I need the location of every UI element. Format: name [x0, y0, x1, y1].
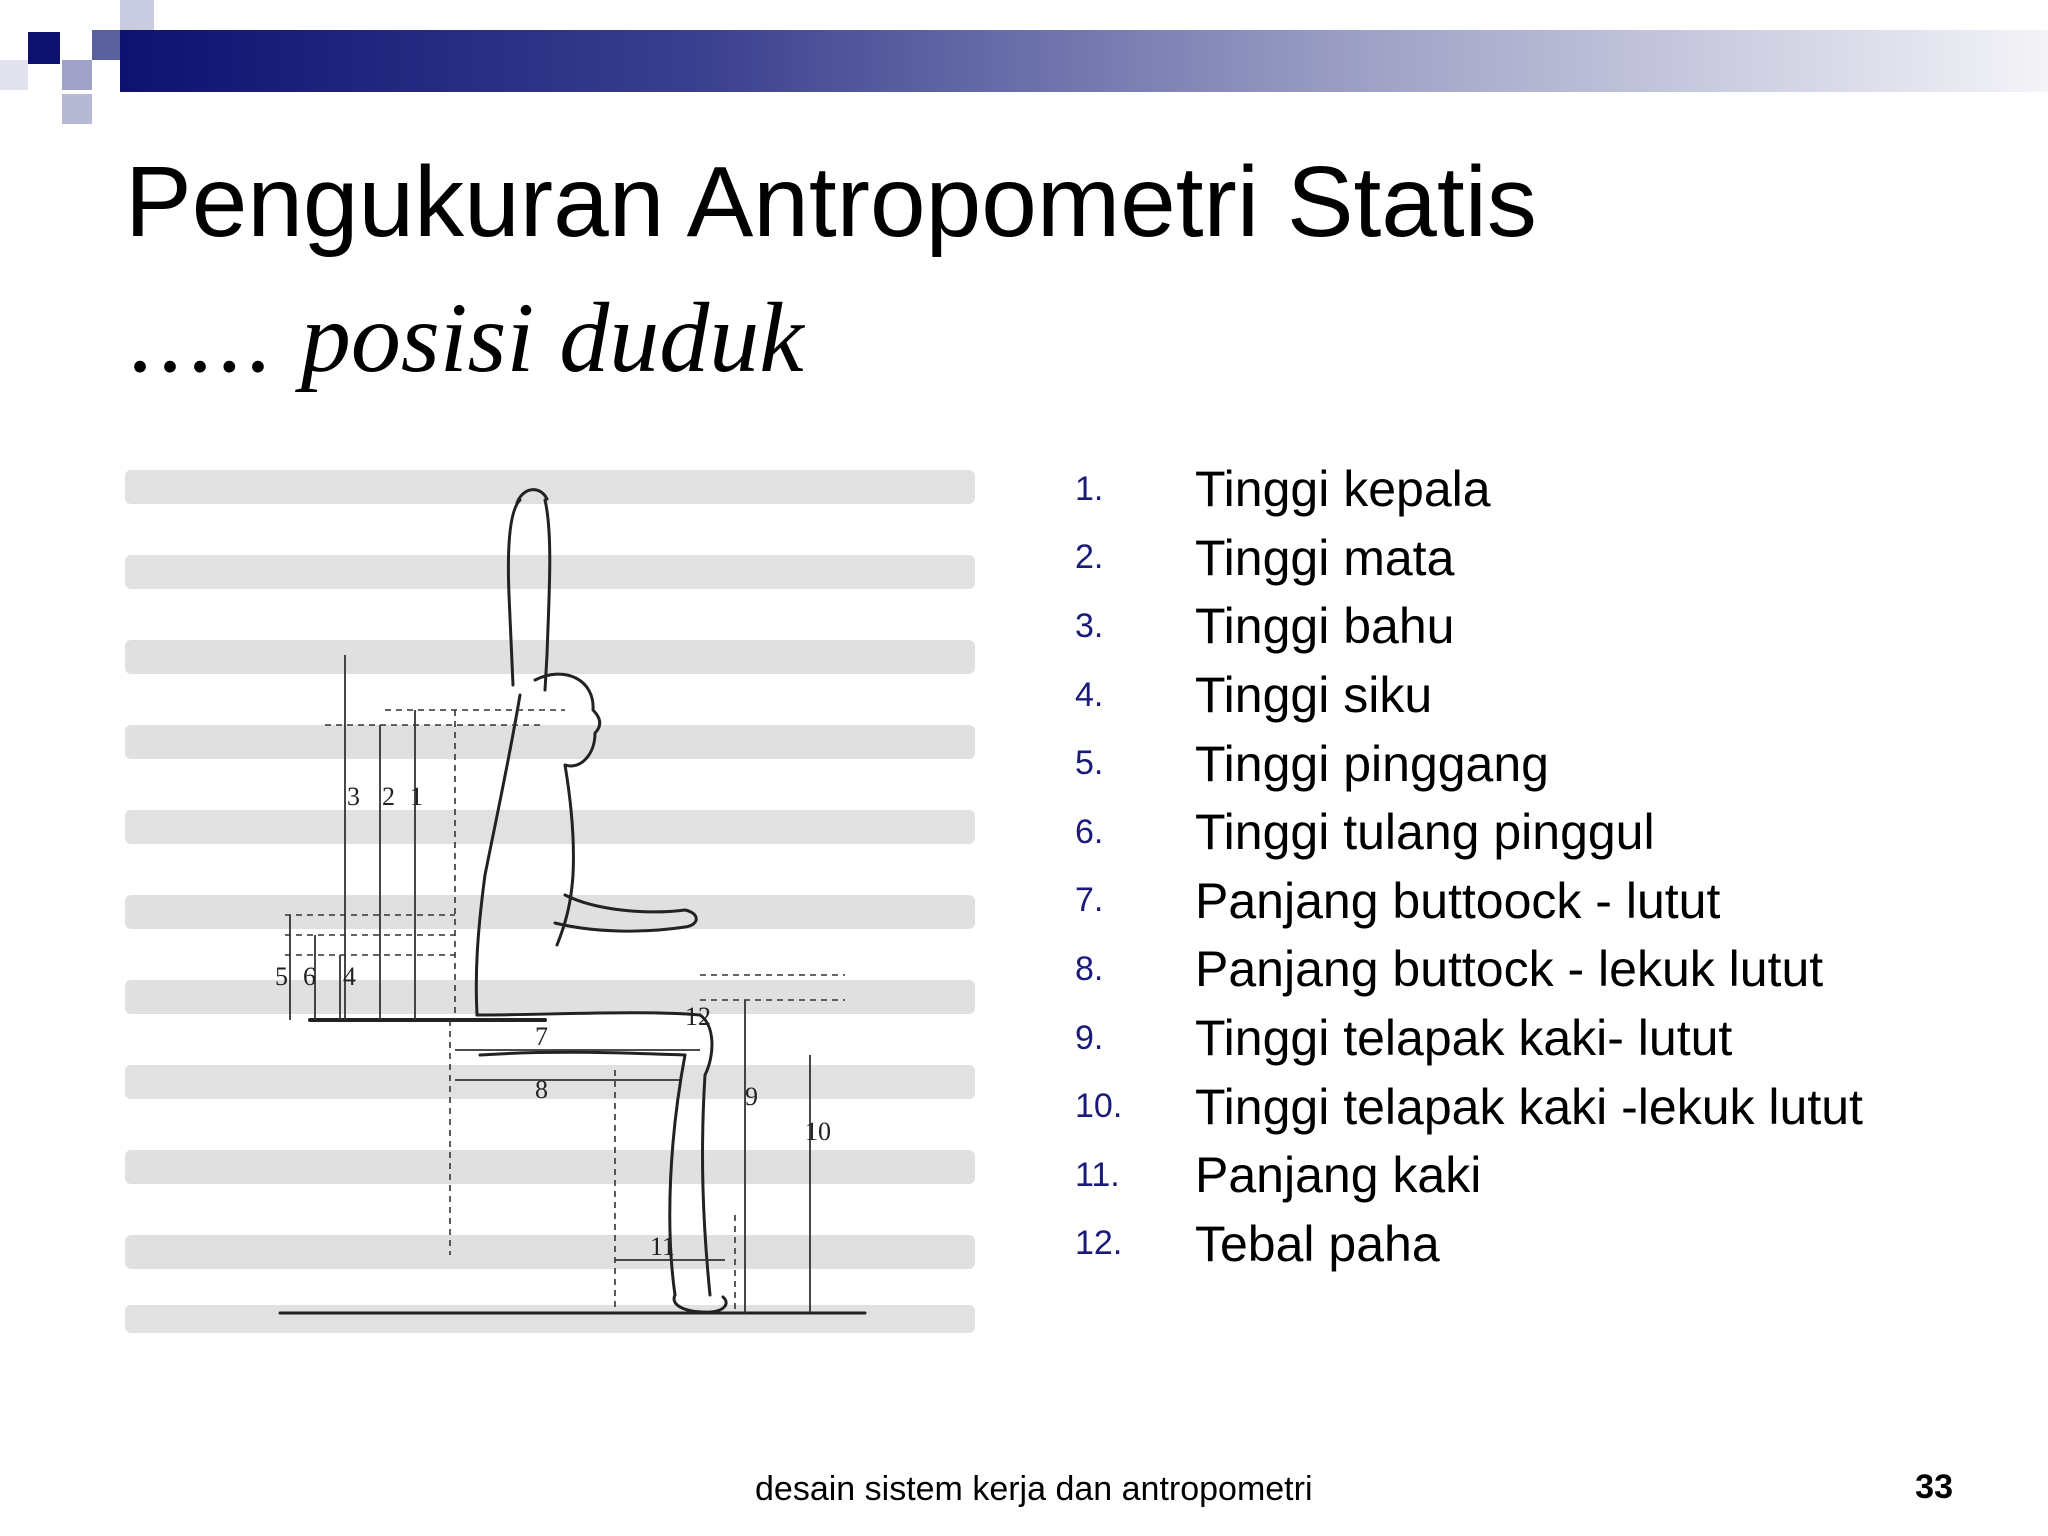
page-number: 33	[1915, 1468, 1953, 1506]
list-item	[1075, 1004, 1863, 1073]
list-item-text: Tinggi bahu	[1195, 598, 1455, 655]
decor-square	[28, 32, 60, 64]
list-item-text: Panjang kaki	[1195, 1147, 1482, 1204]
list-item-text: Tinggi kepala	[1195, 461, 1491, 518]
dim-label-8: 8	[535, 1075, 548, 1104]
list-item-number: 10.	[1075, 1087, 1123, 1126]
list-item	[1075, 1141, 1863, 1210]
list-item	[1075, 798, 1863, 867]
list-item-number: 12.	[1075, 1224, 1123, 1263]
decor-square	[120, 0, 154, 30]
list-item-text: Tinggi siku	[1195, 667, 1433, 724]
seated-anthropometry-figure	[125, 455, 975, 1335]
list-item-number: 7.	[1075, 881, 1104, 920]
list-item-text: Tinggi telapak kaki- lutut	[1195, 1010, 1733, 1067]
list-item-text: Tebal paha	[1195, 1215, 1440, 1272]
decor-square	[62, 94, 92, 124]
header-gradient-bar	[120, 30, 2048, 92]
list-item-number: 4.	[1075, 675, 1104, 714]
dim-label-12: 12	[685, 1002, 711, 1031]
slide-subtitle	[125, 280, 804, 395]
list-item-text: Tinggi telapak kaki -lekuk lutut	[1195, 1078, 1863, 1135]
list-item-number: 1.	[1075, 469, 1104, 508]
list-item-number: 9.	[1075, 1018, 1104, 1057]
list-item-number: 6.	[1075, 812, 1104, 851]
decor-square	[0, 60, 28, 90]
list-item-number: 3.	[1075, 606, 1104, 645]
dim-label-4: 4	[343, 962, 356, 991]
dim-label-2: 2	[382, 782, 395, 811]
measurement-list	[1075, 455, 1863, 1278]
dim-label-6: 6	[303, 962, 316, 991]
dim-label-10: 10	[805, 1117, 831, 1146]
dim-label-3: 3	[347, 782, 360, 811]
list-item-number: 5.	[1075, 744, 1104, 783]
list-item-text: Panjang buttoock - lutut	[1195, 872, 1721, 929]
decor-square	[92, 30, 120, 60]
list-item-number: 8.	[1075, 949, 1104, 988]
list-item-text: Panjang buttock - lekuk lutut	[1195, 941, 1824, 998]
list-item	[1075, 661, 1863, 730]
dim-label-5: 5	[275, 962, 288, 991]
decor-square	[62, 60, 92, 90]
list-item-text: Tinggi pinggang	[1195, 735, 1549, 792]
list-item	[1075, 524, 1863, 593]
list-item	[1075, 729, 1863, 798]
list-item-text: Tinggi mata	[1195, 529, 1455, 586]
slide-title: Pengukuran Antropometri Statis	[125, 146, 1537, 258]
list-item	[1075, 592, 1863, 661]
list-item	[1075, 1210, 1863, 1279]
list-item	[1075, 935, 1863, 1004]
list-item	[1075, 1072, 1863, 1141]
list-item-text: Tinggi tulang pinggul	[1195, 804, 1655, 861]
subtitle-italic: posisi duduk	[300, 282, 804, 393]
list-item-number: 11.	[1075, 1155, 1120, 1194]
subtitle-ellipsis: …..	[125, 288, 273, 393]
dim-label-1: 1	[410, 782, 423, 811]
footer-text: desain sistem kerja dan antropometri	[755, 1470, 1313, 1508]
list-item-number: 2.	[1075, 538, 1104, 577]
list-item	[1075, 867, 1863, 936]
list-item	[1075, 455, 1863, 524]
dim-label-7: 7	[535, 1022, 548, 1051]
dim-label-11: 11	[650, 1232, 676, 1261]
dim-label-9: 9	[745, 1082, 758, 1111]
